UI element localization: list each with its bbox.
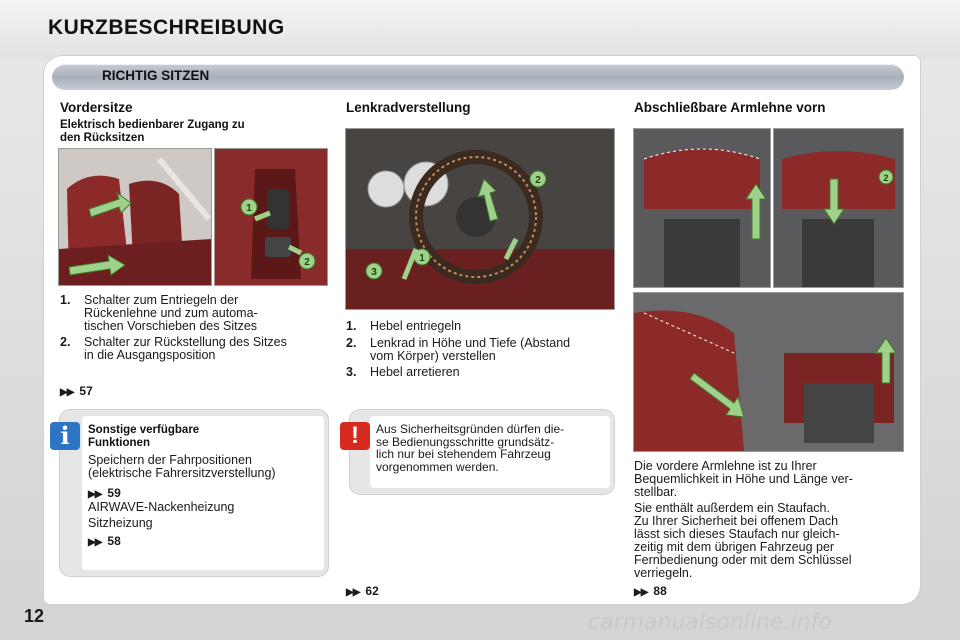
watermark: carmanualsonline.info [588, 610, 832, 635]
info-icon: i [50, 422, 80, 450]
info-heading-2: Funktionen [88, 437, 150, 449]
armrest-open-illustration [634, 293, 903, 451]
list-number: 2. [60, 335, 71, 349]
armrest-heading: Abschließbare Armlehne vorn [634, 100, 826, 115]
ref-number: 57 [79, 384, 93, 398]
page-reference-62[interactable] [346, 584, 379, 598]
rear-access-subheading-2: den Rücksitzen [60, 132, 145, 144]
list-text: in die Ausgangsposition [84, 348, 216, 362]
ref-arrow-icon: ▶▶ [88, 489, 102, 500]
warning-line: vorgenommen werden. [376, 459, 499, 474]
armrest-illustration-1 [634, 129, 770, 287]
ref-number: 88 [653, 584, 667, 598]
list-text: Hebel arretieren [370, 365, 460, 379]
seat-callout-2: 2 [304, 257, 310, 268]
list-text: Schalter zur Rückstellung des Sitzes [84, 335, 287, 349]
armrest-callout-2: 2 [883, 173, 889, 183]
seat-switch-illustration [215, 149, 327, 285]
info-text-memory-2: (elektrische Fahrersitzverstellung) [88, 466, 276, 480]
list-text: tischen Vorschieben des Sitzes [84, 319, 258, 333]
warning-line: se Bedienungsschritte grundsätz- [376, 434, 555, 449]
page-reference-59[interactable] [88, 486, 121, 500]
armrest-paragraph-2 [634, 502, 902, 580]
armrest-photo-1 [633, 128, 771, 288]
para-line: lässt sich dieses Staufach nur gleich- [634, 527, 840, 541]
para-line: zeitig mit dem übrigen Fahrzeug per [634, 540, 835, 554]
page-reference-88[interactable] [634, 584, 667, 598]
list-text: Schalter zum Entriegeln der [84, 293, 239, 307]
list-text: vom Körper) verstellen [370, 349, 496, 363]
ref-arrow-icon: ▶▶ [346, 587, 360, 598]
para-line: stellbar. [634, 485, 678, 499]
para-line: Die vordere Armlehne ist zu Ihrer [634, 459, 817, 473]
wheel-callout-1: 1 [419, 253, 425, 264]
warning-text [376, 423, 608, 473]
list-text: Hebel entriegeln [370, 319, 462, 333]
rear-access-subheading-1: Elektrisch bedienbarer Zugang zu [60, 119, 245, 131]
warning-icon: ! [340, 422, 370, 450]
armrest-photo-2 [773, 128, 904, 288]
seat-callout-1: 1 [246, 203, 252, 214]
steering-wheel-illustration [346, 129, 614, 309]
steering-photo [345, 128, 615, 310]
section-title: RICHTIG SITZEN [102, 68, 210, 83]
list-number: 2. [346, 336, 357, 350]
para-line: verriegeln. [634, 566, 693, 580]
seat-photo-right [214, 148, 328, 286]
ref-arrow-icon: ▶▶ [88, 537, 102, 548]
list-number: 1. [60, 293, 71, 307]
ref-number: 62 [365, 584, 379, 598]
page-reference-57[interactable] [60, 384, 93, 398]
armrest-paragraph-1 [634, 460, 902, 499]
seat-photo-left [58, 148, 212, 286]
wheel-callout-2: 2 [535, 175, 541, 186]
warning-line: lich nur bei stehendem Fahrzeug [376, 447, 551, 461]
page-number: 12 [24, 606, 45, 626]
armrest-photo-3 [633, 292, 904, 452]
ref-arrow-icon: ▶▶ [634, 587, 648, 598]
list-text: Lenkrad in Höhe und Tiefe (Abstand [370, 336, 571, 350]
list-text: Rückenlehne und zum automa- [84, 306, 258, 320]
wheel-callout-3: 3 [371, 267, 377, 278]
info-text-memory-1: Speichern der Fahrpositionen [88, 453, 252, 467]
ref-arrow-icon: ▶▶ [60, 387, 74, 398]
ref-number: 58 [107, 534, 121, 548]
para-line: Zu Ihrer Sicherheit bei offenem Dach [634, 514, 839, 528]
list-number: 3. [346, 365, 357, 379]
para-line: Fernbedienung oder mit dem Schlüssel [634, 553, 852, 567]
front-seats-heading: Vordersitze [60, 100, 133, 115]
info-heading-1: Sonstige verfügbare [88, 424, 200, 436]
page-title: KURZBESCHREIBUNG [48, 16, 285, 39]
info-text-seat-heating: Sitzheizung [88, 516, 153, 530]
armrest-illustration-2 [774, 129, 903, 287]
para-line: Bequemlichkeit in Höhe und Länge ver- [634, 472, 853, 486]
warning-line: Aus Sicherheitsgründen dürfen die- [376, 422, 565, 436]
seat-illustration [59, 149, 211, 285]
list-number: 1. [346, 319, 357, 333]
ref-number: 59 [107, 486, 121, 500]
steering-heading: Lenkradverstellung [346, 100, 471, 115]
page-reference-58[interactable] [88, 534, 121, 548]
para-line: Sie enthält außerdem ein Staufach. [634, 501, 830, 515]
info-text-airwave: AIRWAVE-Nackenheizung [88, 500, 235, 514]
